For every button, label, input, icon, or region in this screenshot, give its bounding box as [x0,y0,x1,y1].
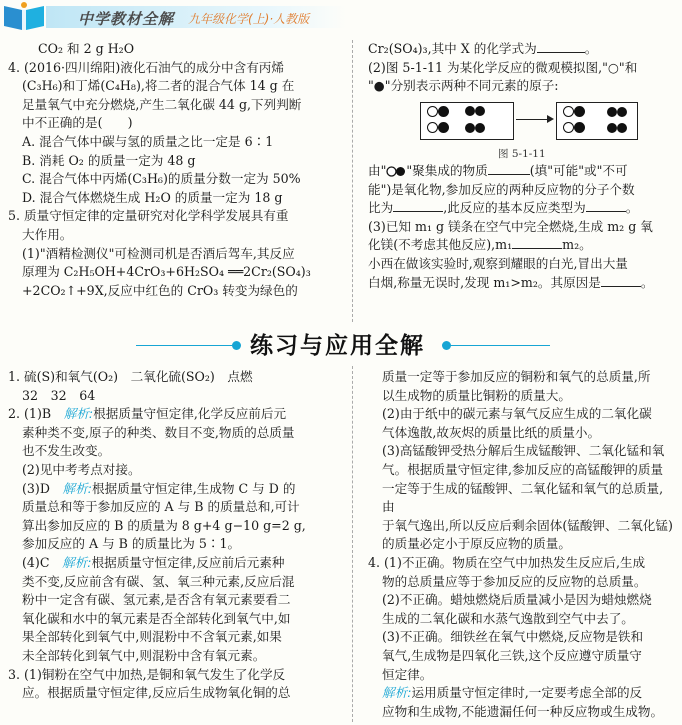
answer-line [8,591,344,610]
question-text: "●"分别表示两种不同元素的原子: [368,78,559,94]
answer-line [368,554,674,573]
answer-line [368,628,674,647]
black-atom-icon [465,106,475,116]
question-text: ,此反应的基本反应类型为 [443,200,586,216]
black-atom-icon [465,123,475,133]
right-question-column-lower [368,162,674,292]
answer-line [368,703,674,722]
answer-text: 氧气,生成物是四氧化三铁,这个反应遵守质量守 [382,647,642,663]
answer-text: 未全部转化到氧气中,则混粉中含有氧元素。 [22,647,266,663]
answer-line [8,535,344,554]
answer-line [8,405,344,424]
question-text: 化镁(不考虑其他反应),m₁ [368,237,513,253]
black-atom-icon [574,122,585,133]
answer-line [8,387,344,406]
answer-text: 的质量必定小于原反应物的质量。 [382,536,571,552]
answer-line [368,442,674,461]
question-text: 能")是氧化物,参加反应的两种反应物的分子个数 [368,181,635,197]
answer-text: 4. (1)不正确。物质在空气中加热发生反应后,生成 [368,554,646,570]
question-text: 白烟,称量无误时,发现 m₁>m₂。其原因是 [368,274,601,290]
answer-text: 气体逸散,故灰烬的质量比纸的质量小。 [382,424,601,440]
reaction-diagram [420,102,640,142]
question-text: 。 [625,200,639,216]
answer-line [8,684,344,703]
answer-line [8,424,344,443]
black-atom-icon [475,123,485,133]
title-dot-icon [232,341,241,350]
answer-line [368,387,674,406]
answer-text: 根据质量守恒定律,反应前后元素种 [91,554,285,570]
question-line: 大作用。 [22,226,73,242]
answer-text: 算出参加反应的 B 的质量为 8 g+4 g−10 g=2 g, [22,517,306,533]
answer-line [8,517,344,536]
question-line: (C₃H₆)和丁烯(C₄H₈),将二者的混合气体 14 g 在 [22,78,295,94]
answer-text: 根据质量守恒定律,化学反应前后元 [93,406,287,422]
answer-blank[interactable] [586,199,626,212]
answer-line [368,647,674,666]
answer-blank[interactable] [488,162,530,175]
question-line: (1)"酒精检测仪"可检测司机是否酒后驾车,其反应 [22,245,295,261]
answer-line [368,424,674,443]
question-line: 4. (2016·四川绵阳)液化石油气的成分中含有丙烯 [8,59,284,75]
answer-line [368,535,674,554]
question-text: (3)已知 m₁ g 镁条在空气中完全燃烧,生成 m₂ g 氧 [368,218,653,234]
answers-right-column [368,368,674,721]
brand-title: 中学教材全解 [78,10,175,28]
answer-text: 物的总质量应等于参加反应的反应物的总质量。 [382,573,647,589]
product-box [556,102,638,140]
answer-line [368,684,674,703]
answer-line [368,610,674,629]
answer-line [8,368,344,387]
black-atom-icon [438,122,449,133]
answer-blank[interactable] [601,274,641,287]
answer-text: 于氧气逸出,所以反应后剩余固体(锰酸钾、二氧化锰) [382,517,673,533]
answer-text: 以生成物的质量比铜粉的质量大。 [382,387,571,403]
left-question-column [8,40,344,300]
answer-text: 应物和生成物,不能遗漏任何一种反应物或生成物。 [382,703,664,719]
answer-text: 氧化碳和水中的氧元素是否全部转化到氧气中,如 [22,610,291,626]
question-text: "聚集成的物质 [406,163,488,178]
question-text: (填"可能"或"不可 [529,163,628,178]
white-atom-icon [427,122,438,133]
answer-line [8,628,344,647]
question-line: CO₂ 和 2 g H₂O [38,41,135,56]
analysis-label: 解析: [62,480,92,496]
white-atom-icon [563,122,574,133]
white-atom-icon [427,106,438,117]
title-rule-right [450,345,550,346]
black-atom-icon [438,106,449,117]
answer-text: 粉中一定含有碳、氢元素,是否含有氧元素要看二 [22,592,291,608]
answer-line [368,480,674,517]
answer-text: 3. (1)铜粉在空气中加热,是铜和氧气发生了化学反 [8,666,286,682]
question-text: 小西在做该实验时,观察到耀眼的白光,冒出大量 [368,255,628,271]
answer-line [368,573,674,592]
question-line: B. 消耗 O₂ 的质量一定为 48 g [22,152,196,168]
answer-line [368,368,674,387]
question-text: Cr₂(SO₄)₃,其中 X 的化学式为 [368,41,537,56]
answer-blank[interactable] [512,236,562,249]
answer-text: 运用质量守恒定律时,一定要考虑全部的反 [411,685,643,701]
answer-text: 类不变,反应前含有碳、氢、氧三种元素,反应后混 [22,573,295,589]
column-divider [352,366,354,722]
answer-blank[interactable] [537,40,585,53]
book-logo-icon [0,0,48,34]
white-atom-icon [563,106,574,117]
answer-text: (4)C [22,554,63,570]
answer-text: (2)由于纸中的碳元素与氧气反应生成的二氧化碳 [382,406,652,422]
analysis-label: 解析: [62,554,92,570]
black-atom-icon [607,123,617,133]
book-subtitle: 九年级化学(上)·人教版 [188,12,310,26]
answer-line [368,405,674,424]
answer-blank[interactable] [393,199,443,212]
answer-line [8,554,344,573]
answer-line [368,517,674,536]
answer-line [8,573,344,592]
question-text: 比为 [368,200,394,216]
section-title: 练习与应用全解 [250,333,425,359]
answer-text: 2. (1)B [8,406,64,422]
answer-text: 气。根据质量守恒定律,参加反应的高锰酸钾的质量 [382,461,664,477]
molecule-icon [386,166,406,177]
question-text: 。 [584,41,598,56]
question-line: +2CO₂↑+9X,反应中红色的 CrO₃ 转变为绿色的 [22,282,298,298]
section-heading [0,325,682,361]
answer-text: 1. 硫(S)和氧气(O₂) 二氧化硫(SO₂) 点燃 [8,369,253,384]
answer-text: 也不发生改变。 [22,443,111,459]
figure-caption: 图 5-1-11 [498,148,546,160]
answer-line [8,647,344,666]
answer-text: 果全部转化到氧气中,则混粉中不含氧元素,如果 [22,629,282,645]
title-rule-left [136,345,232,346]
answer-line [8,480,344,499]
question-text: (2)图 5-1-11 为某化学反应的微观模拟图,"○"和 [368,59,638,75]
answers-left-column [8,368,344,703]
question-line: C. 混合气体中丙烯(C₃H₆)的质量分数一定为 50% [22,171,301,187]
question-text: 。 [640,274,654,290]
question-line: 中不正确的是( ) [22,115,133,131]
answer-text: 素种类不变,原子的种类、数目不变,物质的总质量 [22,424,295,440]
arrow-head-icon [547,115,554,123]
answer-text: 根据质量守恒定律,生成物 C 与 D 的 [91,480,296,496]
answer-text: 恒定律。 [382,666,433,682]
question-line: 5. 质量守恒定律的定量研究对化学科学发展具有重 [8,208,289,224]
question-line: A. 混合气体中碳与氢的质量之比一定是 6∶1 [22,133,274,149]
answer-text: (2)见中考考点对接。 [22,461,141,477]
answer-line [8,610,344,629]
answer-text: 参加反应的 A 与 B 的质量比为 5∶1。 [22,536,241,552]
answer-text: 质量总和等于参加反应的 A 与 B 的质量总和,可计 [22,499,300,515]
answer-line [368,666,674,685]
answer-text: (3)不正确。细铁丝在氧气中燃烧,反应物是铁和 [382,629,644,645]
question-text: m₂。 [562,237,592,253]
answer-text: 生成的二氧化碳和水蒸气逸散到空气中去了。 [382,610,634,626]
analysis-label: 解析: [63,406,94,422]
question-line: 原理为 C₂H₅OH+4CrO₃+6H₂SO₄ ══2Cr₂(SO₄)₃ [22,264,311,280]
answer-line [8,442,344,461]
reactant-box [420,102,514,140]
answer-text: 应。根据质量守恒定律,反应后生成物氧化铜的总 [22,685,291,701]
answer-line [8,498,344,517]
question-line: D. 混合气体燃烧生成 H₂O 的质量一定为 18 g [22,189,283,205]
page-header [0,0,682,36]
column-divider [352,40,354,322]
answer-text: 一定等于生成的锰酸钾、二氧化锰和氧气的总质量,由 [382,480,664,515]
question-line: 足量氧气中充分燃烧,产生二氧化碳 44 g,下列判断 [22,96,302,112]
answer-line [8,461,344,480]
question-text: 由" [368,163,387,178]
answer-text: 32 32 64 [22,387,96,403]
answer-text: (3)高锰酸钾受热分解后生成锰酸钾、二氧化锰和氧 [382,443,665,459]
answer-text: 质量一定等于参加反应的铜粉和氧气的总质量,所 [382,369,651,384]
black-atom-icon [475,106,485,116]
reaction-arrow [516,119,550,120]
black-atom-icon [617,123,627,133]
answer-text: (2)不正确。蜡烛燃烧后质量减小是因为蜡烛燃烧 [382,592,652,608]
answer-line [368,461,674,480]
answer-line [368,591,674,610]
black-atom-icon [617,107,627,117]
answer-text: (3)D [22,480,63,496]
analysis-label: 解析: [382,685,412,701]
black-atom-icon [607,107,617,117]
answer-line [8,666,344,685]
black-atom-icon [574,106,585,117]
right-question-column [368,40,674,96]
